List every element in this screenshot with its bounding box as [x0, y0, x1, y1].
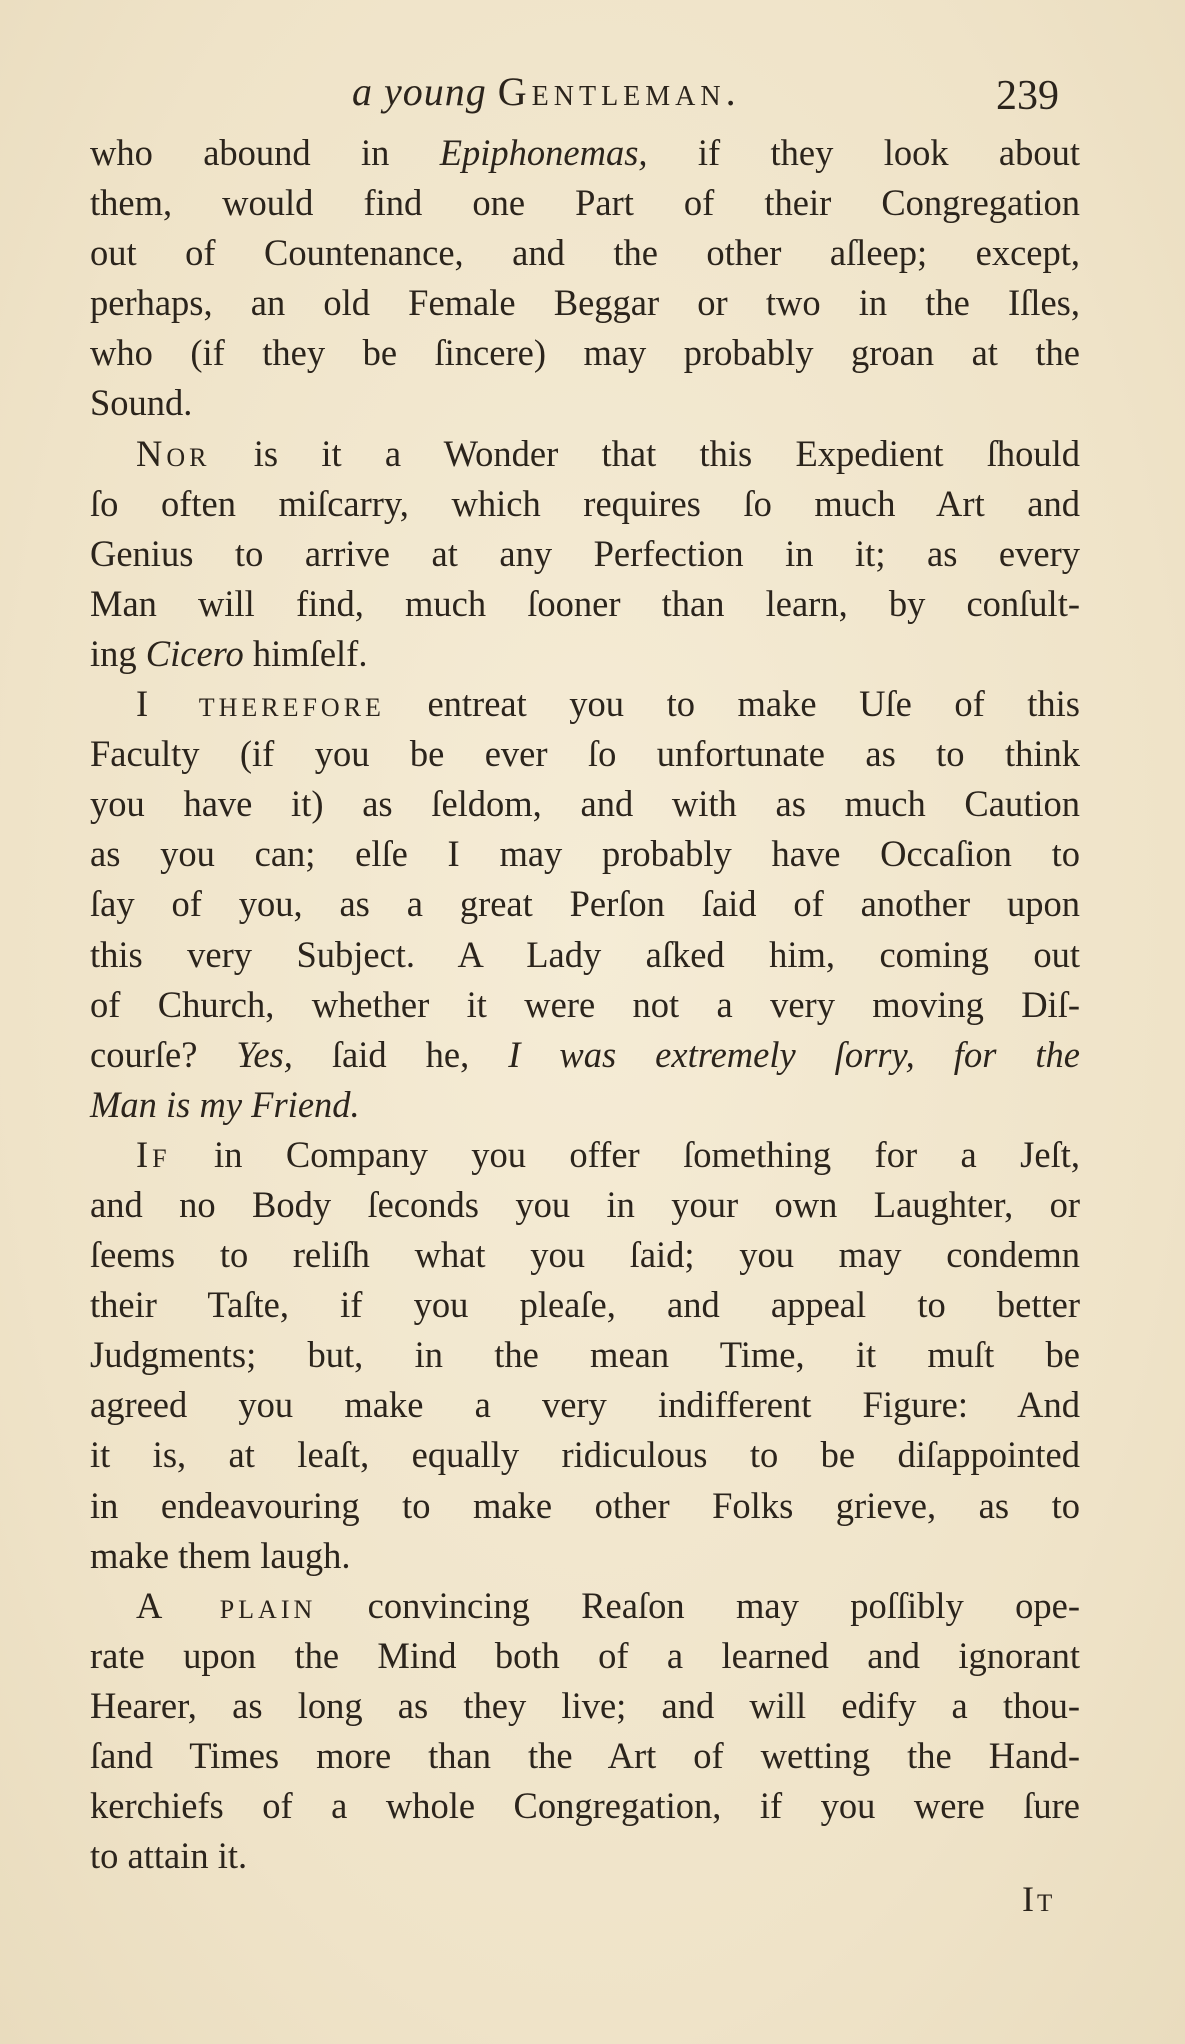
- text-line: [90, 1681, 1080, 1731]
- text-line: [90, 879, 1080, 929]
- body-text: [90, 128, 1080, 1881]
- text-line: [90, 1380, 1080, 1430]
- text-line: [90, 1581, 1080, 1631]
- small-caps-run: Nor: [136, 432, 211, 474]
- small-caps-run: If: [136, 1133, 171, 1175]
- text-run: their Taſte, if you pleaſe, and appeal to better: [90, 1284, 1080, 1326]
- text-line: [90, 1531, 1080, 1581]
- paragraph: [90, 1130, 1080, 1581]
- text-line: [90, 1481, 1080, 1531]
- text-run: ſand Times more than the Art of wetting the Hand-: [90, 1735, 1080, 1776]
- text-run: this very Subject. A Lady aſked him, coming out: [90, 933, 1080, 975]
- italic-run: Man is my Friend.: [90, 1083, 360, 1125]
- text-line: [90, 579, 1080, 629]
- text-run: who abound in: [90, 132, 440, 173]
- text-line: [90, 930, 1080, 980]
- text-line: [90, 679, 1080, 729]
- text-run: rate upon the Mind both of a learned and ignorant: [90, 1634, 1080, 1676]
- text-line: [90, 529, 1080, 579]
- text-run: to attain it.: [90, 1835, 248, 1877]
- italic-run: Cicero: [145, 632, 244, 674]
- text-run: ing: [90, 632, 146, 674]
- text-line: [90, 1080, 1080, 1130]
- text-line: [90, 629, 1080, 679]
- text-run: perhaps, an old Female Beggar or two in the Iſles,: [90, 282, 1080, 324]
- text-line: [90, 278, 1080, 328]
- text-run: ſeems to reliſh what you ſaid; you may condemn: [90, 1234, 1080, 1276]
- text-run: you have it) as ſeldom, and with as much Caution: [90, 783, 1080, 825]
- text-run: ſaid he,: [292, 1033, 509, 1075]
- text-line: [90, 128, 1080, 178]
- text-run: entreat you to make Uſe of this: [384, 683, 1080, 725]
- running-head-italic: a young: [352, 69, 487, 114]
- text-line: [90, 178, 1080, 228]
- text-run: if they look about: [647, 132, 1081, 173]
- text-line: [90, 228, 1080, 278]
- text-line: [90, 1430, 1080, 1480]
- text-run: convincing Reaſon may poſſibly ope-: [316, 1584, 1080, 1626]
- text-line: [90, 729, 1080, 779]
- paragraph: [90, 429, 1080, 679]
- italic-run: Epiphonemas,: [439, 132, 648, 173]
- italic-run: Yes,: [236, 1033, 293, 1075]
- text-run: and no Body ſeconds you in your own Laughter, or: [90, 1183, 1080, 1225]
- text-line: [90, 1130, 1080, 1180]
- text-run: as you can; elſe I may probably have Occaſion to: [90, 833, 1080, 875]
- text-run: them, would find one Part of their Congregation: [90, 182, 1080, 224]
- small-caps-run: A plain: [136, 1584, 317, 1626]
- paragraph: [90, 1581, 1080, 1882]
- page-number: 239: [996, 73, 1059, 119]
- text-line: [90, 980, 1080, 1030]
- text-line: [90, 479, 1080, 529]
- text-run: in endeavouring to make other Folks grieve, as to: [90, 1484, 1080, 1526]
- text-run: himſelf.: [243, 632, 368, 674]
- text-run: kerchiefs of a whole Congregation, if you were ſure: [90, 1785, 1080, 1827]
- text-run: Hearer, as long as they live; and will edify a thou-: [90, 1684, 1080, 1726]
- text-run: ſo often miſcarry, which requires ſo much Art and: [90, 482, 1080, 524]
- text-run: Faculty (if you be ever ſo unfortunate as to think: [90, 733, 1080, 775]
- text-line: [90, 1230, 1080, 1280]
- italic-run: I was extremely ſorry, for the: [508, 1033, 1080, 1075]
- text-line: [90, 1631, 1080, 1681]
- text-line: [90, 829, 1080, 879]
- text-line: [90, 1180, 1080, 1230]
- text-line: [90, 1330, 1080, 1380]
- text-line: [90, 779, 1080, 829]
- paragraph: [90, 128, 1080, 429]
- paragraph: [90, 679, 1080, 1130]
- text-run: of Church, whether it were not a very moving Diſ-: [90, 983, 1080, 1025]
- running-head-caps: Gentleman.: [497, 69, 741, 114]
- text-run: in Company you offer ſomething for a Jeſt,: [170, 1133, 1080, 1175]
- text-line: [90, 378, 1080, 428]
- text-run: ſay of you, as a great Perſon ſaid of another upon: [90, 883, 1080, 925]
- text-run: is it a Wonder that this Expedient ſhould: [210, 432, 1080, 474]
- text-line: [90, 1731, 1080, 1781]
- text-run: it is, at leaſt, equally ridiculous to be diſappointed: [90, 1434, 1080, 1476]
- text-run: Judgments; but, in the mean Time, it muſt be: [90, 1334, 1080, 1376]
- text-line: [90, 1280, 1080, 1330]
- page-header: [0, 68, 1185, 124]
- text-line: [90, 1030, 1080, 1080]
- text-run: Genius to arrive at any Perfection in it; as every: [90, 532, 1080, 574]
- running-head: [352, 68, 741, 115]
- text-run: make them laugh.: [90, 1534, 351, 1576]
- catchword: It: [1022, 1879, 1056, 1919]
- text-run: who (if they be ſincere) may probably groan at the: [90, 332, 1080, 374]
- text-run: courſe?: [90, 1033, 237, 1075]
- text-line: [90, 328, 1080, 378]
- text-run: agreed you make a very indifferent Figure: And: [90, 1384, 1080, 1426]
- text-line: [90, 1781, 1080, 1831]
- text-run: out of Countenance, and the other aſleep; except,: [90, 232, 1080, 274]
- small-caps-run: I therefore: [136, 683, 385, 725]
- text-line: [90, 1831, 1080, 1881]
- text-run: Man will find, much ſooner than learn, by conſult-: [90, 582, 1080, 624]
- text-run: Sound.: [90, 382, 193, 424]
- text-line: [90, 429, 1080, 479]
